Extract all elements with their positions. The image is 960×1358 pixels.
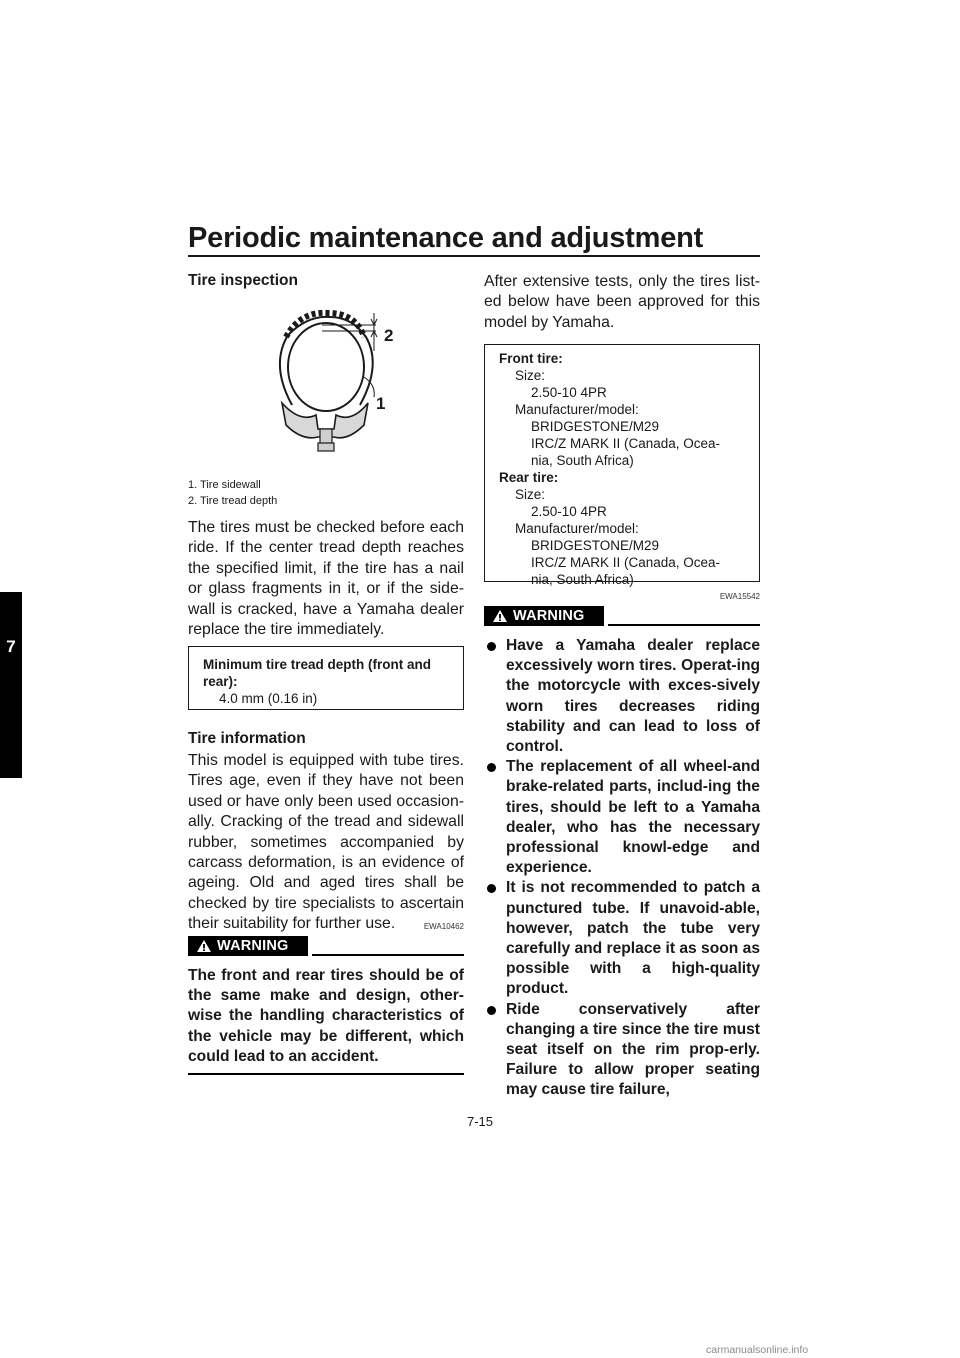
page-title: Periodic maintenance and adjustment: [188, 222, 704, 254]
warning-text: The front and rear tires should be of the same make and design, other-wise the handling characteristics of the vehicle may be different, which could lead to an accident.: [188, 967, 464, 1065]
warning-triangle-icon: [196, 939, 212, 953]
front-manufacturer-label: Manufacturer/model:: [515, 402, 639, 417]
warning-left: [188, 922, 464, 1075]
rear-manufacturer-label: Manufacturer/model:: [515, 521, 639, 536]
title-rule: [188, 255, 760, 257]
tread-depth-label: Minimum tire tread depth (front and rear):: [203, 657, 431, 689]
warning-bullet: Ride conservatively after changing a tire since the tire must seat itself on the rim prop-erly. Failure to allow proper seating may cause tire failure,: [484, 1000, 760, 1101]
warning-code: EWA10462: [423, 922, 464, 931]
front-size-value: 2.50-10 4PR: [531, 385, 607, 400]
warning-end-rule: [188, 1073, 464, 1075]
front-model-2b: nia, South Africa): [531, 453, 634, 468]
warning-badge: [484, 606, 604, 626]
warning-bullet: Have a Yamaha dealer replace excessively worn tires. Operat-ing the motorcycle with exces-sively worn tires decreases riding stability and can lead to loss of control.: [484, 636, 760, 757]
callout-1: 1: [376, 394, 386, 413]
warning-label: WARNING: [513, 608, 585, 624]
warning-bullet: It is not recommended to patch a punctured tube. If unavoid-able, however, patch the tube very carefully and replace it as soon as possible with a high-quality product.: [484, 878, 760, 999]
chapter-number: 7: [6, 637, 16, 656]
rear-model-1: BRIDGESTONE/M29: [531, 538, 660, 553]
approved-tires-box: [484, 344, 760, 587]
rear-size-value: 2.50-10 4PR: [531, 504, 607, 519]
rear-tire-label: Rear tire:: [499, 470, 559, 485]
chapter-tab: [0, 592, 22, 778]
front-model-2a: IRC/Z MARK II (Canada, Ocea-: [531, 436, 721, 451]
tire-figure: [260, 305, 420, 470]
inspection-paragraph: The tires must be checked before each ride. If the center tread depth reaches the specified limit, if the tire has a nail or glass fragments in it, or if the side-wall is cracked, have a Yamaha dealer replace the tire immediately.: [188, 519, 464, 639]
page-number: 7-15: [466, 1114, 494, 1129]
rear-size-label: Size:: [515, 487, 546, 502]
rear-model-2a: IRC/Z MARK II (Canada, Ocea-: [531, 555, 721, 570]
warning-bullet: The replacement of all wheel-and brake-related parts, includ-ing the tires, should be left to a Yamaha dealer, who has the necessary professional knowl-edge and experience.: [484, 757, 760, 878]
tread-depth-spec-box: [188, 646, 464, 710]
tire-information-paragraph: This model is equipped with tube tires. Tires age, even if they have not been used or have only been used occasion-ally. Cracking of the tread and sidewall rubber, sometimes accompanied by carcass deformation, is an evidence of ageing. Old and aged tires shall be checked by tire specialists to ascertain their suitability for further use.: [188, 752, 464, 933]
front-tire-label: Front tire:: [499, 351, 563, 366]
caption-tire-sidewall: 1. Tire sidewall: [188, 479, 261, 491]
warning-badge: [188, 936, 308, 956]
front-size-label: Size:: [515, 368, 546, 383]
warning-label: WARNING: [217, 938, 289, 954]
caption-tire-tread-depth: 2. Tire tread depth: [188, 495, 278, 507]
warning-code: EWA15542: [719, 592, 760, 601]
warning-right: [484, 592, 760, 1101]
tire-information-title: Tire information: [188, 730, 306, 747]
tread-depth-value: 4.0 mm (0.16 in): [219, 691, 318, 706]
warning-bullet-list: [484, 636, 760, 1101]
tire-cross-section-illustration: [260, 305, 420, 470]
watermark: carmanualsonline.info: [706, 1344, 809, 1356]
warning-triangle-icon: [492, 609, 508, 623]
rear-model-2b: nia, South Africa): [531, 572, 634, 587]
front-model-1: BRIDGESTONE/M29: [531, 419, 660, 434]
tire-inspection-title: Tire inspection: [188, 272, 298, 289]
callout-2: 2: [384, 326, 394, 345]
approved-tires-intro: After extensive tests, only the tires list-ed below have been approved for this model by Yamaha.: [484, 273, 760, 331]
